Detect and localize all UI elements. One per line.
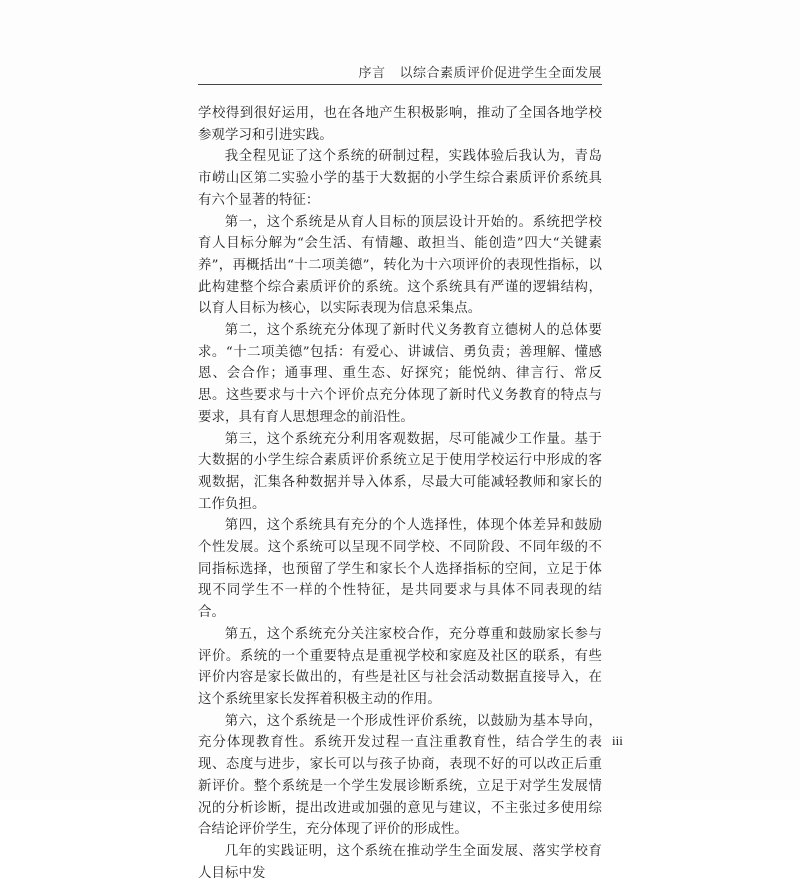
body-paragraph: 我全程见证了这个系统的研制过程，实践体验后我认为，青岛市崂山区第二实验小学的基于大数据的小学生综合素质评价系统具有六个显著的特征： bbox=[198, 149, 602, 208]
body-paragraph: 第六，这个系统是一个形成性评价系统，以鼓励为基本导向，充分体现教育性。系统开发过程一直注重教育性，结合学生的表现、态度与进步，家长可以与孩子协商，表现不好的可以改正后重新评价。整个系统是一个学生发展诊断系统，立足于对学生发展情况的分析诊断，提出改进或加强的意见与建议，不主张过多使用综合结论评价学生，充分体现了评价的形成性。 bbox=[198, 713, 602, 838]
running-header bbox=[200, 62, 602, 81]
body-paragraph: 第四，这个系统具有充分的个人选择性，体现个体差异和鼓励个性发展。这个系统可以呈现不同学校、不同阶段、不同年级的不同指标选择，也预留了学生和家长个人选择指标的空间，立足于体现不同学生不一样的个性特征，是共同要求与具体不同表现的结合。 bbox=[198, 518, 602, 621]
body-paragraph: 第五，这个系统充分关注家校合作，充分尊重和鼓励家长参与评价。系统的一个重要特点是重视学校和家庭及社区的联系，有些评价内容是家长做出的，有些是社区与社会活动数据直接导入，在这个系统里家长发挥着积极主动的作用。 bbox=[198, 626, 602, 707]
body-paragraph: 几年的实践证明，这个系统在推动学生全面发展、落实学校育人目标中发 bbox=[198, 843, 602, 881]
header-rule bbox=[198, 84, 602, 85]
header-title: 以综合素质评价促进学生全面发展 bbox=[399, 66, 602, 81]
page-number: iii bbox=[612, 733, 623, 748]
body-text bbox=[198, 103, 602, 884]
body-paragraph: 第二，这个系统充分体现了新时代义务教育立德树人的总体要求。“十二项美德”包括：有爱心、讲诚信、勇负责；善理解、懂感恩、会合作；通事理、重生态、好探究；能悦纳、律言行、常反思。这些要求与十六个评价点充分体现了新时代义务教育的特点与要求，具有育人思想理念的前沿性。 bbox=[198, 323, 602, 425]
body-paragraph: 第一，这个系统是从育人目标的顶层设计开始的。系统把学校育人目标分解为“会生活、有情趣、敢担当、能创造”四大“关键素养”，再概括出“十二项美德”，转化为十六项评价的表现性指标，以此构建整个综合素质评价的系统。这个系统具有严谨的逻辑结构，以育人目标为核心，以实际表现为信息采集点。 bbox=[198, 214, 602, 317]
body-paragraph: 第三，这个系统充分利用客观数据，尽可能减少工作量。基于大数据的小学生综合素质评价系统立足于使用学校运行中形成的客观数据，汇集各种数据并导入体系，尽最大可能减轻教师和家长的工作负担。 bbox=[198, 431, 602, 512]
header-section-label: 序言 bbox=[358, 66, 386, 81]
body-paragraph: 学校得到很好运用，也在各地产生积极影响，推动了全国各地学校参观学习和引进实践。 bbox=[198, 106, 602, 143]
